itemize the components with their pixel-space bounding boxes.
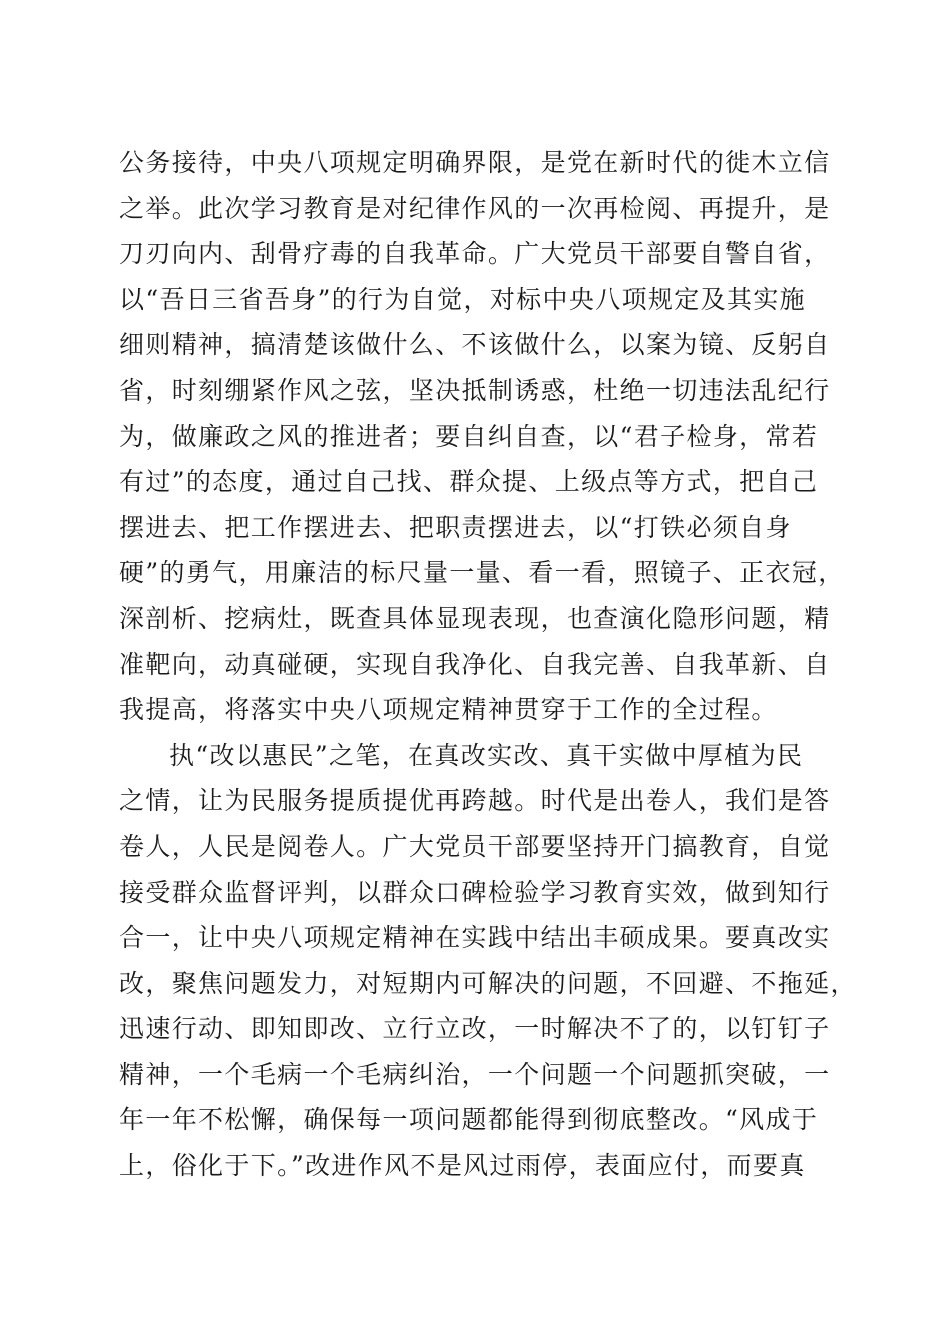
text-line: 迅速行动、即知即改、立行立改，一时解决不了的，以钉钉子 xyxy=(119,1014,831,1044)
text-line: 之情，让为民服务提质提优再跨越。时代是出卷人，我们是答 xyxy=(119,786,831,816)
text-line: 以“吾日三省吾身”的行为自觉，对标中央八项规定及其实施 xyxy=(119,284,807,314)
paragraph-1 xyxy=(119,140,845,733)
text-line: 省，时刻绷紧作风之弦，坚决抵制诱惑，杜绝一切违法乱纪行 xyxy=(119,375,831,405)
text-line: 合一，让中央八项规定精神在实践中结出丰硕成果。要真改实 xyxy=(119,923,831,953)
text-line: 年一年不松懈，确保每一项问题都能得到彻底整改。“风成于 xyxy=(119,1105,819,1135)
text-line: 上，俗化于下。”改进作风不是风过雨停，表面应付，而要真 xyxy=(119,1151,806,1181)
text-line: 精神，一个毛病一个毛病纠治，一个问题一个问题抓突破，一 xyxy=(119,1059,831,1089)
text-line: 细则精神，搞清楚该做什么、不该做什么，以案为镜、反躬自 xyxy=(119,330,831,360)
text-line: 深剖析、挖病灶，既查具体显现表现，也查演化隐形问题，精 xyxy=(119,603,831,633)
text-line: 刀刃向内、刮骨疗毒的自我革命。广大党员干部要自警自省， xyxy=(119,239,831,269)
text-line: 之举。此次学习教育是对纪律作风的一次再检阅、再提升，是 xyxy=(119,193,831,223)
text-line: 摆进去、把工作摆进去、把职责摆进去，以“打铁必须自身 xyxy=(119,512,792,542)
document-body xyxy=(119,140,857,1189)
text-line: 执“改以惠民”之笔，在真改实改、真干实做中厚植为民 xyxy=(169,740,804,770)
text-line: 改，聚焦问题发力，对短期内可解决的问题，不回避、不拖延， xyxy=(119,968,857,998)
text-line: 卷人，人民是阅卷人。广大党员干部要坚持开门搞教育，自觉 xyxy=(119,831,831,861)
text-line: 有过”的态度，通过自己找、群众提、上级点等方式，把自己 xyxy=(119,467,819,497)
text-line: 硬”的勇气，用廉洁的标尺量一量、看一看，照镜子、正衣冠， xyxy=(119,558,845,588)
text-line: 我提高，将落实中央八项规定精神贯穿于工作的全过程。 xyxy=(119,695,778,725)
text-line: 为，做廉政之风的推进者；要自纠自查，以“君子检身，常若 xyxy=(119,421,819,451)
text-line: 准靶向，动真碰硬，实现自我净化、自我完善、自我革新、自 xyxy=(119,649,831,679)
paragraph-2 xyxy=(119,733,857,1189)
text-line: 接受群众监督评判，以群众口碑检验学习教育实效，做到知行 xyxy=(119,877,831,907)
text-line: 公务接待，中央八项规定明确界限，是党在新时代的徙木立信 xyxy=(119,148,831,177)
